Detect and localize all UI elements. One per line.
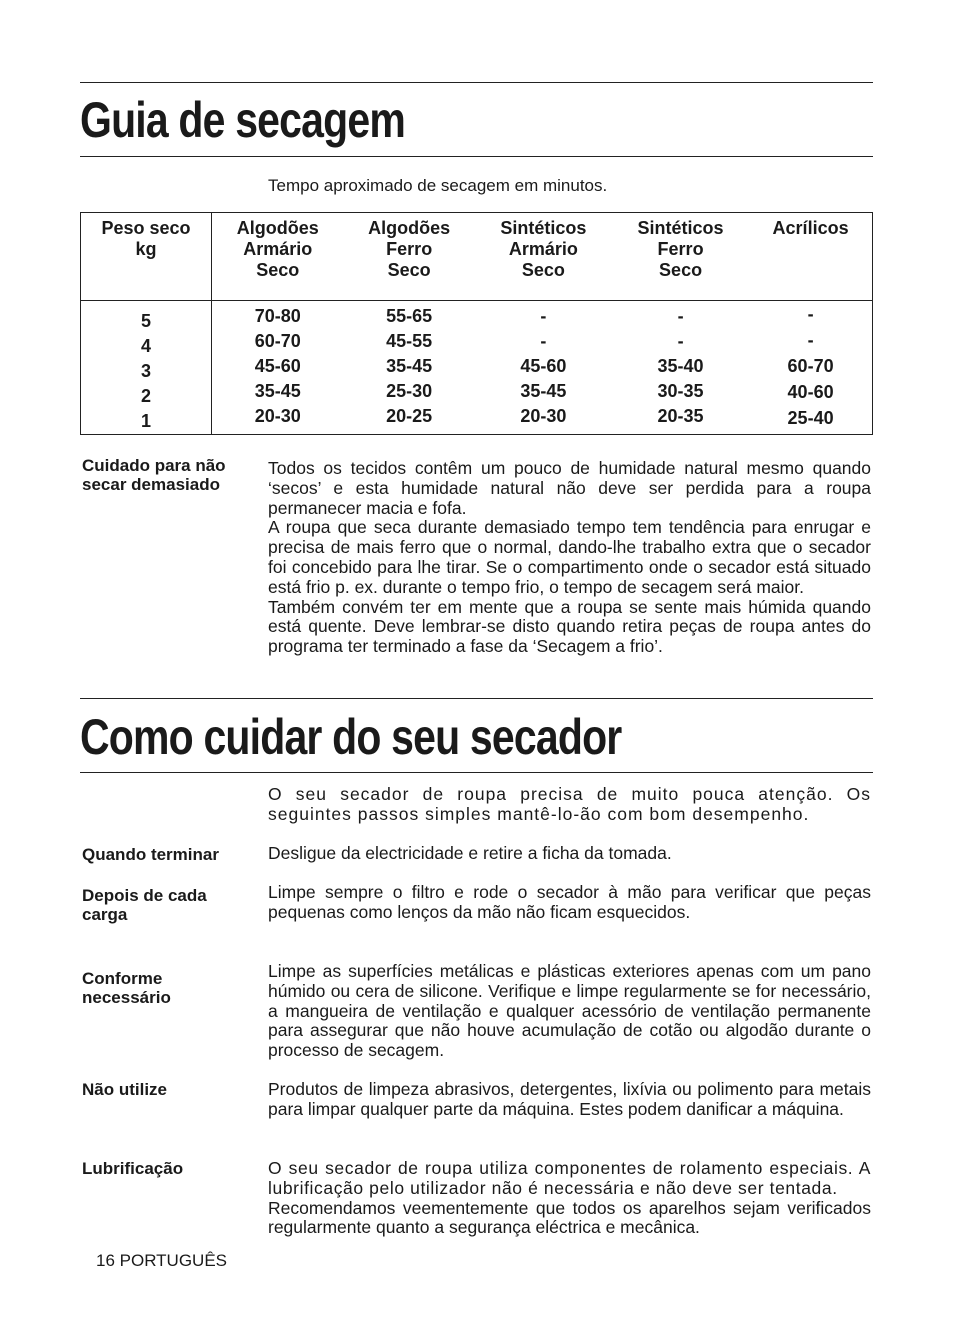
section-title: Como cuidar do seu secador	[80, 709, 622, 765]
section-title-underline	[80, 772, 873, 773]
item-text: Produtos de limpeza abrasivos, detergentes, lixívia ou polimento para metais para limpar qualquer parte da máquina. Estes podem danificar a máquina.	[268, 1079, 871, 1119]
care-text	[268, 459, 871, 657]
item-label: Quando terminar	[82, 845, 219, 864]
synthetic-iron-column: - - 35-40 30-35 20-35	[657, 306, 704, 426]
acrylic-column: - - 60-70 40-60 25-40	[787, 304, 834, 428]
header-weight: Peso seco kg	[81, 213, 212, 301]
header-cotton-iron: Algodões Ferro Seco	[344, 213, 475, 301]
table-caption: Tempo aproximado de secagem em minutos.	[268, 176, 608, 195]
section-rule	[80, 698, 873, 699]
item-label: Depois de cada carga	[82, 886, 207, 924]
item-paragraph: O seu secador de roupa utiliza componentes de rolamento especiais. A lubrificação pelo utilizador não é necessária e não deve ser tentada.	[268, 1158, 871, 1198]
item-text	[268, 1159, 871, 1238]
item-text: Desligue da electricidade e retire a ficha da tomada.	[268, 843, 672, 863]
closing-paragraph: Recomendamos veementemente que todos os aparelhos sejam verificados regularmente quanto a segurança eléctrica e mecânica.	[268, 1197, 871, 1238]
header-synthetic-iron: Sintéticos Ferro Seco	[612, 213, 749, 301]
item-text: Limpe sempre o filtro e rode o secador à mão para verificar que peças pequenas como lenços da mão não ficam esquecidos.	[268, 882, 871, 922]
care-paragraph: A roupa que seca durante demasiado tempo tem tendência para enrugar e precisa de mais ferro que o normal, dando-lhe trabalho extra que o secador foi concebido para lhe tirar. Se o compartimento onde o secador está situado está frio p. ex. durante o tempo frio, o tempo de secagem será maior.	[268, 517, 871, 597]
synthetic-cupboard-column: - - 45-60 35-45 20-30	[520, 306, 567, 426]
weight-column: 5 4 3 2 1	[81, 301, 212, 435]
cotton-cupboard-column: 70-80 60-70 45-60 35-45 20-30	[254, 306, 301, 426]
page-title: Guia de secagem	[80, 92, 405, 148]
drying-time-table	[80, 212, 873, 435]
care-label: Cuidado para não secar demasiado	[82, 456, 226, 494]
title-underline	[80, 156, 873, 157]
header-cotton-cupboard: Algodões Armário Seco	[212, 213, 344, 301]
item-text: Limpe as superfícies metálicas e plásticas exteriores apenas com um pano húmido ou cera de silicone. Verifique e limpe regularmente se for necessário, a mangueira de ventilação e qualquer acessório de ventilação permanente para assegurar que não houve acumulação de cotão ou algodão durante o processo de secagem.	[268, 961, 871, 1061]
top-rule	[80, 82, 873, 83]
cotton-iron-column: 55-65 45-55 35-45 25-30 20-25	[386, 306, 433, 426]
header-synthetic-cupboard: Sintéticos Armário Seco	[475, 213, 612, 301]
intro-text: O seu secador de roupa precisa de muito pouca atenção. Os seguintes passos simples mantê-lo-ão com bom desempenho.	[268, 784, 871, 824]
page-footer: 16 PORTUGUÊS	[96, 1251, 228, 1270]
item-label: Não utilize	[82, 1080, 168, 1099]
header-acrylic: Acrílicos	[749, 213, 872, 301]
item-label: Conforme necessário	[82, 969, 171, 1007]
table-row	[81, 301, 873, 435]
table-header-row	[81, 213, 873, 301]
care-paragraph: Também convém ter em mente que a roupa se sente mais húmida quando está quente. Deve lembrar-se disto quando retira peças de roupa antes do programa ter terminado a fase da ‘Secagem a frio’.	[268, 596, 871, 657]
care-paragraph: Todos os tecidos contêm um pouco de humidade natural mesmo quando ‘secos’ e esta humidade natural não deve ser perdida para a roupa permanecer macia e fofa.	[268, 458, 871, 518]
item-label: Lubrificação	[82, 1159, 184, 1178]
